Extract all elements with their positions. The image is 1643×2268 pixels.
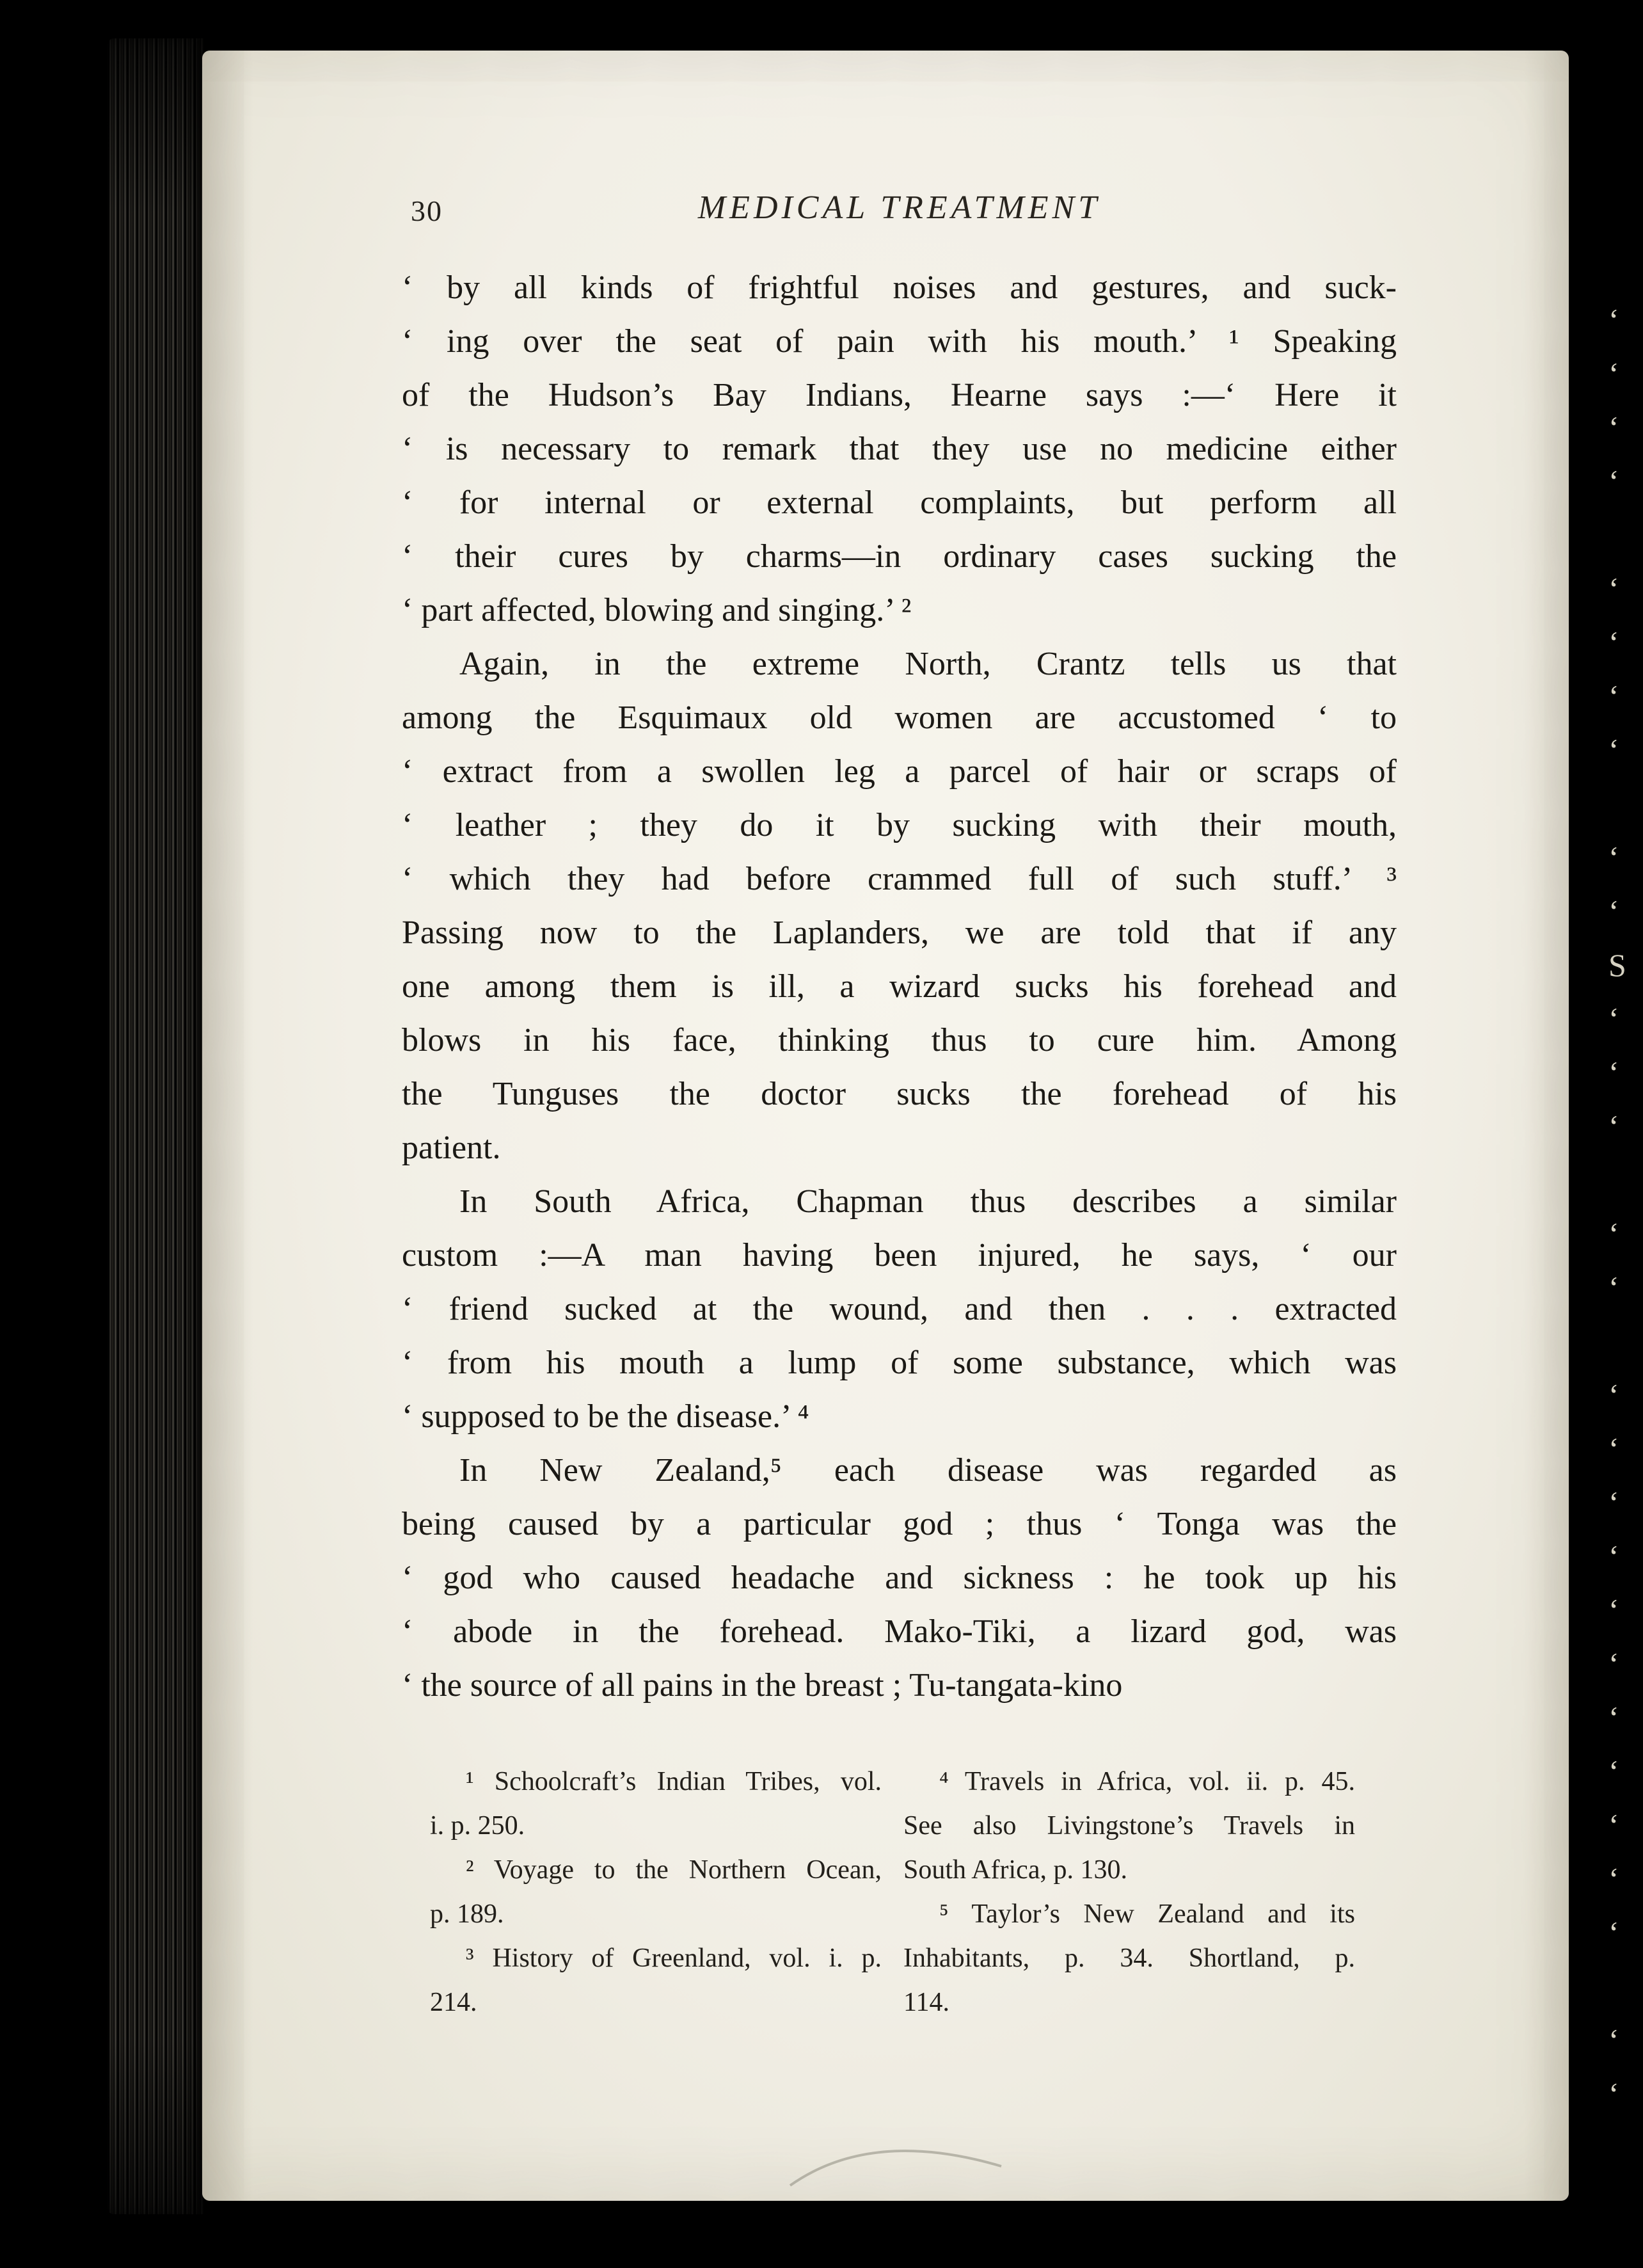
text-line: ‘ supposed to be the disease.’ ⁴: [402, 1398, 809, 1435]
facing-page-text-fragment: ‘: [1608, 732, 1619, 768]
text-line: ‘ abode in the forehead. Mako-Tiki, a lizard god, was: [402, 1613, 1397, 1650]
facing-page-text-fragment: ‘: [1608, 356, 1619, 392]
facing-page-text-fragment: ‘: [1608, 302, 1619, 338]
footnote-line: ³ History of Greenland, vol. i. p.: [466, 1944, 882, 1973]
footnote-line: ⁴ Travels in Africa, vol. ii. p. 45.: [939, 1767, 1355, 1796]
text-block: [402, 261, 1397, 1713]
footnote-line: 114.: [903, 1988, 949, 2017]
facing-page-text-fragment: ‘: [1608, 1108, 1619, 1144]
text-line: ‘ ing over the seat of pain with his mouth.’ ¹ Speaking: [402, 323, 1397, 360]
footnote-line: 214.: [430, 1988, 477, 2017]
footnote-line: South Africa, p. 130.: [903, 1855, 1127, 1885]
running-header: MEDICAL TREATMENT: [697, 189, 1101, 226]
footnote-line: ⁵ Taylor’s New Zealand and its: [939, 1899, 1355, 1929]
facing-page-text-fragment: ‘: [1608, 1592, 1619, 1628]
text-line: ‘ which they had before crammed full of such stuff.’ ³: [402, 861, 1397, 897]
footnote-column-left: [430, 1760, 882, 2025]
text-line: custom :—A man having been injured, he says, ‘ our: [402, 1237, 1397, 1274]
text-line: ‘ the source of all pains in the breast ; Tu-tangata-kino: [402, 1667, 1123, 1704]
page-number: 30: [411, 195, 443, 227]
facing-page-text-fragment: ‘: [1608, 678, 1619, 714]
facing-page-edge: [1605, 0, 1643, 2268]
facing-page-text-fragment: ‘: [1608, 1538, 1619, 1574]
footnotes: [430, 1760, 1397, 2025]
paragraph: [402, 1444, 1397, 1713]
text-line: among the Esquimaux old women are accustomed ‘ to: [402, 699, 1397, 736]
text-line: ‘ friend sucked at the wound, and then . . . extracted: [402, 1291, 1397, 1327]
facing-page-text-fragment: ‘: [1608, 1700, 1619, 1736]
text-line: being caused by a particular god ; thus ‘ Tonga was the: [402, 1506, 1397, 1542]
facing-page-text-fragment: ‘: [1608, 1753, 1619, 1789]
book-page: [202, 51, 1569, 2201]
facing-page-text-fragment: ‘: [1608, 2022, 1619, 2058]
facing-page-text-fragment: ‘: [1608, 1915, 1619, 1951]
footnote-column-right: [903, 1760, 1355, 2025]
paragraph: [402, 637, 1397, 1175]
text-line: ‘ leather ; they do it by sucking with their mouth,: [402, 807, 1397, 843]
text-line: ‘ for internal or external complaints, but perform all: [402, 484, 1397, 521]
facing-page-text-fragment: ‘: [1608, 410, 1619, 445]
facing-page-text-fragment: S: [1608, 947, 1626, 983]
text-line: blows in his face, thinking thus to cure him. Among: [402, 1022, 1397, 1058]
page-curl-mark: [787, 2137, 1004, 2195]
facing-page-text-fragment: ‘: [1608, 1055, 1619, 1090]
text-line: ‘ their cures by charms—in ordinary cases sucking the: [402, 538, 1397, 575]
text-line: ‘ is necessary to remark that they use no medicine either: [402, 431, 1397, 467]
facing-page-text-fragment: ‘: [1608, 893, 1619, 929]
footnote-line: i. p. 250.: [430, 1811, 525, 1841]
facing-page-text-fragment: ‘: [1608, 1377, 1619, 1413]
text-line: ‘ god who caused headache and sickness : he took up his: [402, 1560, 1397, 1596]
text-line: ‘ from his mouth a lump of some substance, which was: [402, 1345, 1397, 1381]
text-line: ‘ by all kinds of frightful noises and gestures, and suck-: [402, 269, 1397, 306]
facing-page-text-fragment: ‘: [1608, 1431, 1619, 1467]
facing-page-text-fragment: ‘: [1608, 1861, 1619, 1897]
facing-page-text-fragment: ‘: [1608, 1646, 1619, 1682]
facing-page-text-fragment: ‘: [1608, 571, 1619, 607]
facing-page-text-fragment: ‘: [1608, 625, 1619, 660]
text-line: of the Hudson’s Bay Indians, Hearne says :—‘ Here it: [402, 377, 1397, 413]
page-header: [402, 189, 1397, 234]
facing-page-text-fragment: ‘: [1608, 1216, 1619, 1252]
facing-page-text-fragment: ‘: [1608, 1485, 1619, 1521]
paragraph: [402, 1175, 1397, 1444]
facing-page-text-fragment: ‘: [1608, 840, 1619, 875]
text-line: the Tunguses the doctor sucks the forehead of his: [402, 1076, 1397, 1112]
footnote-line: p. 189.: [430, 1899, 504, 1929]
footnote-line: See also Livingstone’s Travels in: [903, 1811, 1355, 1841]
text-line: one among them is ill, a wizard sucks his forehead and: [402, 968, 1397, 1005]
text-line: Again, in the extreme North, Crantz tells us that: [459, 646, 1397, 682]
facing-page-text-fragment: ‘: [1608, 1270, 1619, 1306]
text-line: ‘ part affected, blowing and singing.’ ²: [402, 592, 912, 628]
text-line: In New Zealand,⁵ each disease was regarded as: [459, 1452, 1397, 1489]
facing-page-text-fragment: ‘: [1608, 1807, 1619, 1843]
facing-page-text-fragment: ‘: [1608, 1001, 1619, 1037]
text-line: ‘ extract from a swollen leg a parcel of hair or scraps of: [402, 753, 1397, 790]
facing-page-text-fragment: ‘: [1608, 463, 1619, 499]
footnote-line: Inhabitants, p. 34. Shortland, p.: [903, 1944, 1355, 1973]
paragraph: [402, 261, 1397, 637]
text-line: Passing now to the Laplanders, we are told that if any: [402, 914, 1397, 951]
footnote-line: ² Voyage to the Northern Ocean,: [466, 1855, 882, 1885]
book-page-edges: [107, 38, 205, 2214]
facing-page-text-fragment: ‘: [1608, 2076, 1619, 2112]
text-line: patient.: [402, 1130, 501, 1166]
footnote-line: ¹ Schoolcraft’s Indian Tribes, vol.: [466, 1767, 882, 1796]
text-line: In South Africa, Chapman thus describes a similar: [459, 1183, 1397, 1220]
